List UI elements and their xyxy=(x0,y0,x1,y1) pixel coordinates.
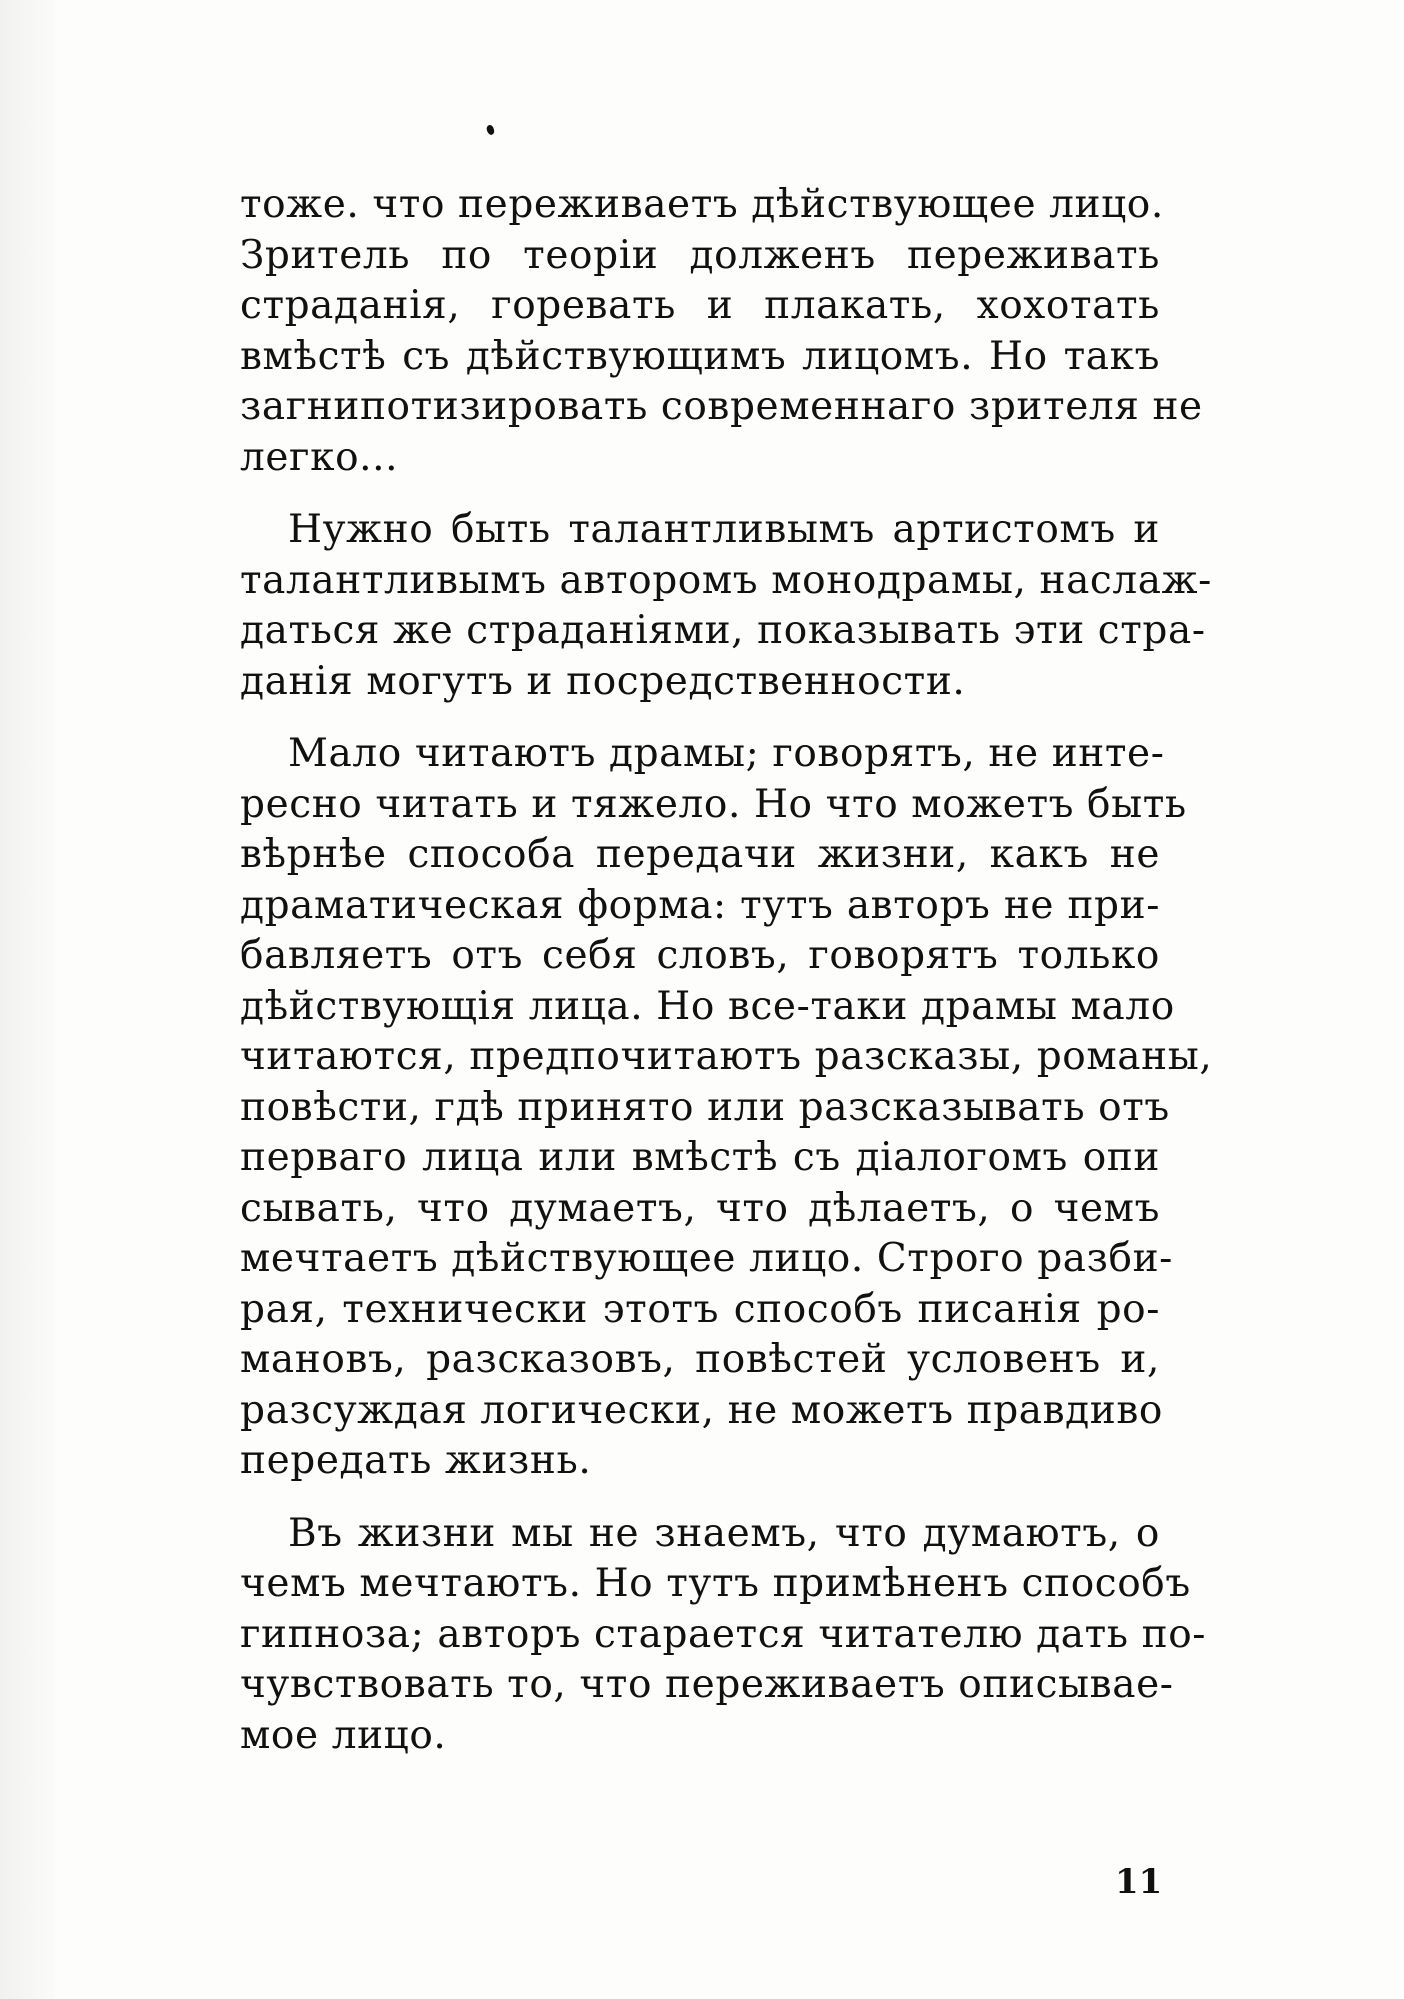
text-line: дѣйствующія лица. Но все-таки драмы мало xyxy=(240,983,1175,1029)
text-line: перваго лица или вмѣстѣ съ діалогомъ опи xyxy=(240,1135,1160,1180)
page-number: 11 xyxy=(1115,1862,1163,1902)
text-line: тоже. что переживаетъ дѣйствующее лицо. xyxy=(240,182,1164,227)
text-line: повѣсти, гдѣ принято или разсказывать отъ xyxy=(240,1084,1170,1130)
text-line: бавляетъ отъ себя словъ, говорятъ только xyxy=(240,933,1160,978)
text-line: мечтаетъ дѣйствующее лицо. Строго разби- xyxy=(240,1236,1173,1281)
text-line: Нужно быть талантливымъ артистомъ и xyxy=(288,507,1160,552)
text-line: талантливымъ авторомъ монодрамы, наслаж- xyxy=(240,557,1212,603)
text-line: загнипотизировать современнаго зрителя не xyxy=(240,384,1203,429)
text-line: гипноза; авторъ старается читателю дать по- xyxy=(240,1611,1207,1657)
text-line: мановъ, разсказовъ, повѣстей условенъ и, xyxy=(240,1337,1160,1382)
text-line: чемъ мечтаютъ. Но тутъ примѣненъ способъ xyxy=(240,1561,1191,1606)
text-line: рая, технически этотъ способъ писанія ро- xyxy=(240,1286,1160,1332)
text-line: Мало читаютъ драмы; говорятъ, не инте- xyxy=(288,731,1165,776)
text-line: мое лицо. xyxy=(240,1712,447,1758)
text-line: драматическая форма: тутъ авторъ не при- xyxy=(240,882,1160,928)
text-line: Въ жизни мы не знаемъ, что думаютъ, о xyxy=(288,1510,1160,1556)
text-line: читаются, предпочитаютъ разсказы, романы, xyxy=(240,1034,1213,1079)
text-line: вѣрнѣе способа передачи жизни, какъ не xyxy=(240,832,1160,877)
page-edge-shadow xyxy=(0,0,55,1999)
text-line: ресно читать и тяжело. Но что можетъ быть xyxy=(240,781,1187,827)
text-line: разсуждая логически, не можетъ правдиво xyxy=(240,1387,1164,1433)
text-line: чувствовать то, что переживаетъ описывае- xyxy=(240,1662,1174,1707)
text-line: страданія, горевать и плакать, хохотать xyxy=(240,283,1160,328)
ink-speck xyxy=(485,124,496,136)
text-line: сывать, что думаетъ, что дѣлаетъ, о чемъ xyxy=(240,1185,1160,1231)
text-line: легко... xyxy=(240,434,399,480)
body-text xyxy=(240,180,1213,1761)
text-line: данія могутъ и посредственности. xyxy=(240,658,966,704)
text-line: вмѣстѣ съ дѣйствующимъ лицомъ. Но такъ xyxy=(240,333,1160,379)
text-line: даться же страданіями, показывать эти стра- xyxy=(240,608,1206,653)
text-line: Зритель по теоріи долженъ переживать xyxy=(240,232,1160,278)
text-line: передать жизнь. xyxy=(240,1438,592,1483)
